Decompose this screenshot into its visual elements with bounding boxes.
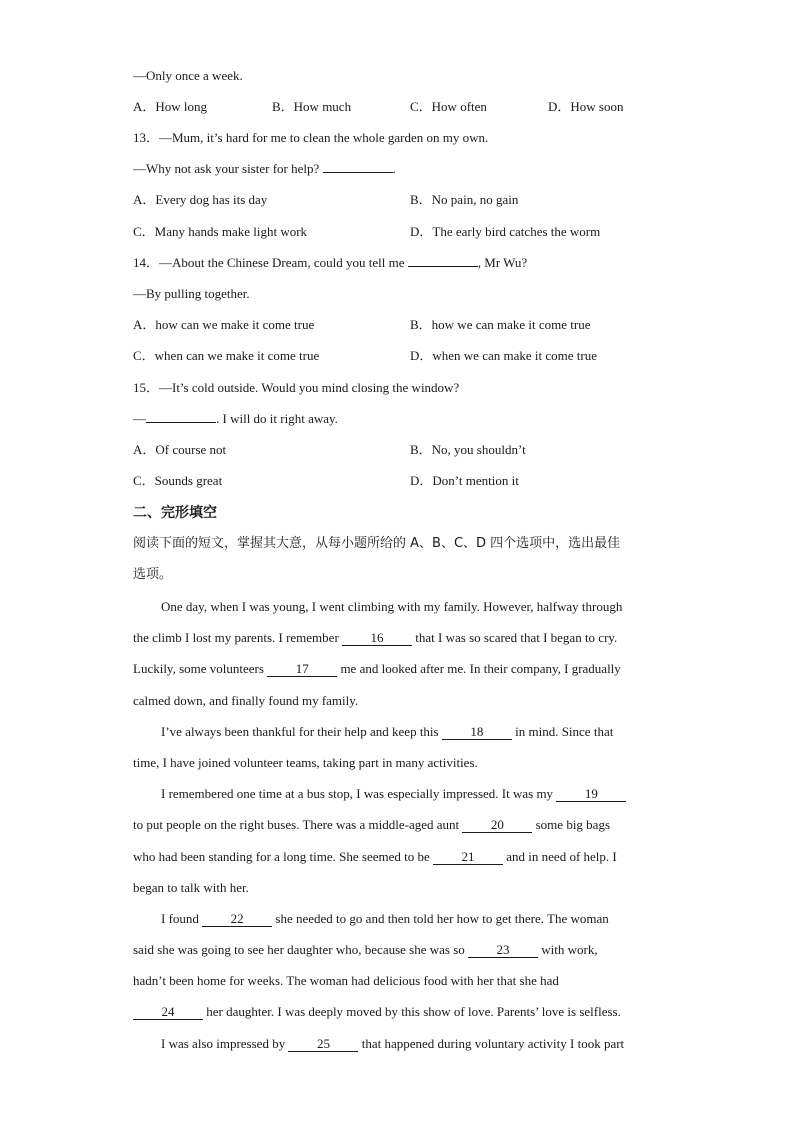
- passage-text: I found: [161, 910, 199, 926]
- q14-stem-prefix: 14．—About the Chinese Dream, could you tell me: [133, 255, 405, 270]
- q13-option-a[interactable]: A．Every dog has its day: [133, 192, 268, 207]
- passage-text: with work,: [541, 942, 598, 958]
- q14-stem-suffix: , Mr Wu?: [477, 255, 528, 270]
- passage-line: [133, 622, 663, 653]
- q15-reply-prefix: —: [133, 411, 146, 426]
- blank-16[interactable]: 16: [342, 631, 412, 646]
- q15-option-a[interactable]: A．Of course not: [133, 442, 227, 457]
- section-instruction-line2: 选项。: [133, 567, 173, 582]
- section-instruction-line1: 阅读下面的短文，掌握其大意，从每小题所给的 A、B、C、D 四个选项中，选出最佳: [133, 536, 621, 551]
- passage-text: that I was so scared that I began to cry.: [415, 630, 618, 646]
- blank-22[interactable]: 22: [202, 912, 272, 927]
- passage-line: [133, 716, 663, 747]
- q13-answer-blank[interactable]: [323, 160, 393, 173]
- blank-18[interactable]: 18: [442, 725, 512, 740]
- passage-text: to put people on the right buses. There was a middle-aged aunt: [133, 817, 460, 833]
- q14-reply: —By pulling together.: [133, 286, 250, 301]
- passage-text: said she was going to see her daughter who, because she was so: [133, 942, 465, 958]
- passage-line: calmed down, and finally found my family.: [133, 692, 359, 708]
- q15-option-c[interactable]: C．Sounds great: [133, 473, 223, 488]
- q14-option-b[interactable]: B．how we can make it come true: [410, 317, 591, 332]
- blank-21[interactable]: 21: [433, 850, 503, 865]
- passage-line: [133, 809, 663, 840]
- passage-text: in mind. Since that: [515, 723, 614, 739]
- q12-option-a[interactable]: A．How long: [133, 99, 208, 114]
- section-title: 二、完形填空: [133, 505, 217, 521]
- q15-reply-suffix: . I will do it right away.: [216, 411, 338, 426]
- passage-line: began to talk with her.: [133, 879, 249, 895]
- passage: [133, 591, 663, 1059]
- passage-line: [133, 778, 663, 809]
- passage-line: [133, 653, 663, 684]
- q13-reply-prefix: —Why not ask your sister for help?: [133, 161, 320, 176]
- passage-text: Luckily, some volunteers: [133, 661, 264, 677]
- q14-stem: [133, 254, 527, 272]
- blank-17[interactable]: 17: [267, 662, 337, 677]
- q13-option-b[interactable]: B．No pain, no gain: [410, 192, 519, 207]
- blank-19[interactable]: 19: [556, 787, 626, 802]
- q12-answer-line: —Only once a week.: [133, 68, 243, 83]
- blank-23[interactable]: 23: [468, 943, 538, 958]
- passage-text: I remembered one time at a bus stop, I was especially impressed. It was my: [161, 786, 554, 802]
- passage-text: who had been standing for a long time. She seemed to be: [133, 848, 430, 864]
- passage-line: [133, 903, 663, 934]
- q13-option-c[interactable]: C．Many hands make light work: [133, 224, 308, 239]
- blank-20[interactable]: 20: [462, 818, 532, 833]
- blank-24[interactable]: 24: [133, 1005, 203, 1020]
- passage-line: time, I have joined volunteer teams, taking part in many activities.: [133, 754, 478, 770]
- passage-text: I was also impressed by: [161, 1035, 286, 1051]
- passage-text: her daughter. I was deeply moved by this show of love. Parents’ love is selfless.: [206, 1004, 621, 1020]
- q15-stem: 15．—It’s cold outside. Would you mind closing the window?: [133, 380, 460, 395]
- passage-line: [133, 934, 663, 965]
- q15-option-b[interactable]: B．No, you shouldn’t: [410, 442, 526, 457]
- q15-answer-blank[interactable]: [146, 410, 216, 423]
- q14-option-a[interactable]: A．how can we make it come true: [133, 317, 315, 332]
- passage-line: [133, 841, 663, 872]
- passage-text: and in need of help. I: [506, 848, 617, 864]
- passage-text: the climb I lost my parents. I remember: [133, 630, 339, 646]
- passage-line: hadn’t been home for weeks. The woman had delicious food with her that she had: [133, 973, 559, 989]
- q14-answer-blank[interactable]: [408, 254, 478, 267]
- q12-option-b[interactable]: B．How much: [272, 99, 352, 114]
- passage-text: she needed to go and then told her how to get there. The woman: [275, 910, 609, 926]
- q13-reply: [133, 160, 396, 178]
- passage-line: One day, when I was young, I went climbing with my family. However, halfway through: [161, 599, 623, 614]
- q12-option-d[interactable]: D．How soon: [548, 99, 624, 114]
- passage-text: that happened during voluntary activity I took part: [361, 1035, 625, 1051]
- q15-option-d[interactable]: D．Don’t mention it: [410, 473, 519, 488]
- q13-reply-suffix: .: [392, 161, 396, 176]
- passage-text: me and looked after me. In their company, I gradually: [340, 661, 621, 677]
- q12-option-c[interactable]: C．How often: [410, 99, 487, 114]
- passage-text: I’ve always been thankful for their help and keep this: [161, 723, 439, 739]
- q13-option-d[interactable]: D．The early bird catches the worm: [410, 224, 601, 239]
- blank-25[interactable]: 25: [288, 1037, 358, 1052]
- q14-option-c[interactable]: C．when can we make it come true: [133, 348, 320, 363]
- q13-stem: 13．—Mum, it’s hard for me to clean the whole garden on my own.: [133, 130, 489, 145]
- passage-line: [133, 1028, 663, 1059]
- q14-option-d[interactable]: D．when we can make it come true: [410, 348, 597, 363]
- passage-text: some big bags: [535, 817, 611, 833]
- passage-line: [133, 996, 663, 1027]
- q15-reply: [133, 410, 338, 428]
